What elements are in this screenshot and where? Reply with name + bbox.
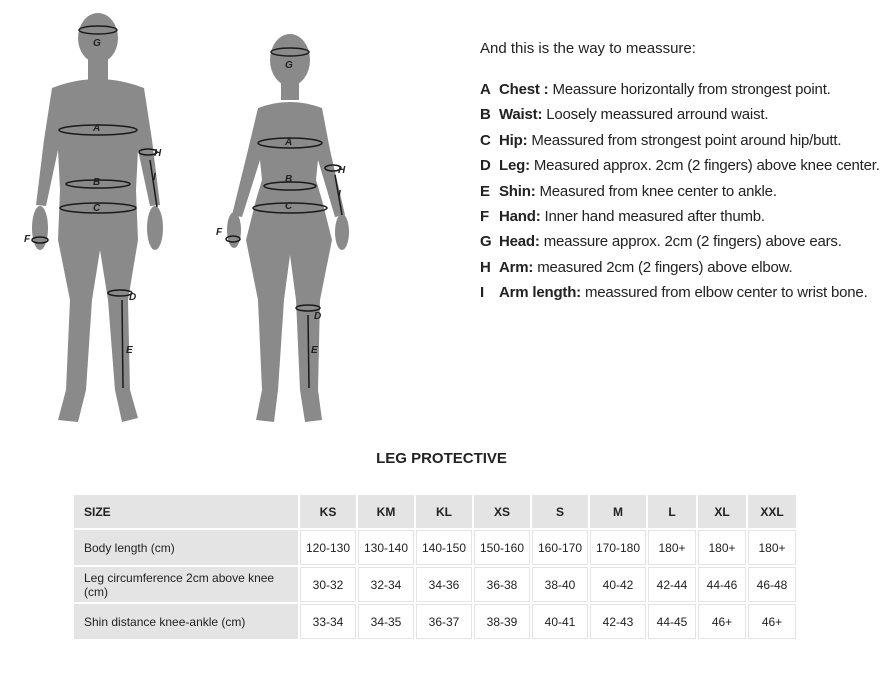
guide-letter: D bbox=[480, 157, 491, 175]
male-label-h: H bbox=[154, 148, 162, 159]
male-label-g: G bbox=[93, 38, 101, 49]
table-cell: 36-38 bbox=[474, 567, 530, 602]
male-label-b: B bbox=[93, 177, 101, 188]
size-header-cell: M bbox=[590, 495, 646, 528]
guide-description: meassure approx. 2cm (2 fingers) above ears. bbox=[543, 233, 842, 251]
guide-item-shin bbox=[480, 179, 880, 204]
guide-item-arm bbox=[480, 255, 880, 280]
size-header-cell: KS bbox=[300, 495, 356, 528]
guide-term: Leg: bbox=[499, 157, 530, 175]
guide-description: Measured from knee center to ankle. bbox=[539, 182, 777, 200]
guide-letter: F bbox=[480, 207, 489, 225]
guide-description: Meassured from strongest point around hip/butt. bbox=[531, 131, 842, 149]
guide-term: Hand: bbox=[499, 207, 541, 225]
table-cell: 46+ bbox=[748, 604, 796, 639]
table-row bbox=[74, 567, 796, 602]
table-cell: 160-170 bbox=[532, 530, 588, 565]
table-cell: 140-150 bbox=[416, 530, 472, 565]
guide-letter: B bbox=[480, 106, 491, 124]
table-cell: 40-41 bbox=[532, 604, 588, 639]
guide-term: Waist: bbox=[499, 106, 543, 124]
table-cell: 46+ bbox=[698, 604, 746, 639]
table-cell: 42-44 bbox=[648, 567, 696, 602]
guide-term: Hip: bbox=[499, 131, 528, 149]
size-header-cell: XS bbox=[474, 495, 530, 528]
guide-letter: G bbox=[480, 233, 492, 251]
table-cell: 33-34 bbox=[300, 604, 356, 639]
table-cell: 34-35 bbox=[358, 604, 414, 639]
table-cell: 30-32 bbox=[300, 567, 356, 602]
guide-item-arm-length bbox=[480, 280, 880, 305]
female-label-h: H bbox=[338, 165, 346, 176]
size-header-cell: KL bbox=[416, 495, 472, 528]
guide-description: meassured from elbow center to wrist bone. bbox=[584, 284, 868, 302]
guide-term: Chest : bbox=[499, 81, 549, 98]
table-cell: 32-34 bbox=[358, 567, 414, 602]
female-label-e: E bbox=[311, 345, 318, 356]
row-label: Body length (cm) bbox=[74, 530, 298, 565]
table-cell: 180+ bbox=[648, 530, 696, 565]
guide-item-hand bbox=[480, 204, 880, 229]
female-label-g: G bbox=[285, 60, 293, 71]
female-label-a: A bbox=[285, 137, 293, 148]
guide-item-head bbox=[480, 229, 880, 254]
measuring-guide bbox=[480, 40, 880, 306]
size-header-cell: XXL bbox=[748, 495, 796, 528]
guide-description: measured 2cm (2 fingers) above elbow. bbox=[537, 258, 793, 276]
table-cell: 46-48 bbox=[748, 567, 796, 602]
male-label-i: I bbox=[153, 172, 156, 183]
guide-intro: And this is the way to meassure: bbox=[480, 40, 696, 57]
female-label-c: C bbox=[285, 201, 293, 212]
guide-description: Meassure horizontally from strongest point. bbox=[552, 81, 831, 98]
table-cell: 34-36 bbox=[416, 567, 472, 602]
table-header-row bbox=[74, 495, 796, 528]
male-label-f: F bbox=[24, 234, 31, 245]
size-table-title: LEG PROTECTIVE bbox=[376, 450, 507, 467]
guide-letter: H bbox=[480, 258, 491, 276]
guide-letter: A bbox=[480, 81, 491, 98]
size-header-label: SIZE bbox=[74, 495, 298, 528]
table-row bbox=[74, 530, 796, 565]
guide-term: Arm length: bbox=[499, 284, 581, 302]
size-header-cell: KM bbox=[358, 495, 414, 528]
table-cell: 44-45 bbox=[648, 604, 696, 639]
female-label-f: F bbox=[216, 227, 223, 238]
male-figure bbox=[32, 13, 163, 422]
table-cell: 150-160 bbox=[474, 530, 530, 565]
guide-letter: I bbox=[480, 284, 484, 302]
guide-item-hip bbox=[480, 128, 880, 153]
table-cell: 40-42 bbox=[590, 567, 646, 602]
table-cell: 38-40 bbox=[532, 567, 588, 602]
male-label-e: E bbox=[126, 345, 133, 356]
guide-item-waist bbox=[480, 102, 880, 127]
guide-description: Measured approx. 2cm (2 fingers) above knee center. bbox=[533, 157, 880, 175]
table-cell: 120-130 bbox=[300, 530, 356, 565]
female-figure bbox=[227, 34, 349, 422]
table-cell: 180+ bbox=[698, 530, 746, 565]
size-table bbox=[72, 493, 798, 641]
guide-letter: E bbox=[480, 182, 490, 200]
table-cell: 180+ bbox=[748, 530, 796, 565]
male-label-a: A bbox=[93, 123, 101, 134]
table-cell: 170-180 bbox=[590, 530, 646, 565]
guide-item-chest bbox=[480, 77, 880, 102]
row-label: Leg circumference 2cm above knee (cm) bbox=[74, 567, 298, 602]
table-row bbox=[74, 604, 796, 639]
female-label-b: B bbox=[285, 174, 293, 185]
body-figures-illustration bbox=[0, 0, 460, 440]
size-header-cell: XL bbox=[698, 495, 746, 528]
size-header-cell: L bbox=[648, 495, 696, 528]
male-label-d: D bbox=[129, 292, 137, 303]
table-cell: 42-43 bbox=[590, 604, 646, 639]
guide-description: Inner hand measured after thumb. bbox=[544, 207, 765, 225]
guide-term: Shin: bbox=[499, 182, 536, 200]
male-label-c: C bbox=[93, 203, 101, 214]
female-label-d: D bbox=[314, 311, 322, 322]
size-header-cell: S bbox=[532, 495, 588, 528]
table-cell: 44-46 bbox=[698, 567, 746, 602]
guide-description: Loosely meassured arround waist. bbox=[546, 106, 769, 124]
table-cell: 130-140 bbox=[358, 530, 414, 565]
table-cell: 36-37 bbox=[416, 604, 472, 639]
guide-item-leg bbox=[480, 153, 880, 178]
row-label: Shin distance knee-ankle (cm) bbox=[74, 604, 298, 639]
guide-letter: C bbox=[480, 131, 491, 149]
female-label-i: I bbox=[338, 189, 341, 200]
guide-term: Head: bbox=[499, 233, 540, 251]
guide-term: Arm: bbox=[499, 258, 534, 276]
table-cell: 38-39 bbox=[474, 604, 530, 639]
